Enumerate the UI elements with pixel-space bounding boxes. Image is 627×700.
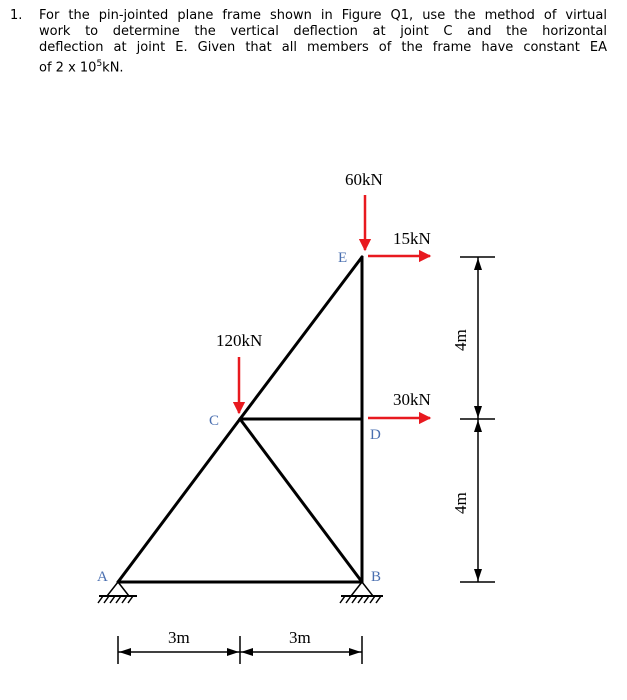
vertical-dimensions (460, 257, 495, 582)
dimension-span-left: 3m (168, 628, 190, 647)
load-label-15kN: 15kN (393, 229, 431, 248)
load-label-120kN: 120kN (216, 331, 263, 350)
dimension-height-lower: 4m (451, 492, 470, 514)
joint-label-C: C (209, 413, 220, 429)
member-AC (118, 419, 240, 582)
joint-label-D: D (370, 427, 381, 443)
dimension-span-right: 3m (289, 628, 311, 647)
question-number: 1. (10, 8, 23, 23)
pin-support-A (98, 582, 137, 603)
load-label-60kN: 60kN (345, 170, 383, 189)
question-line-2: work to determine the vertical deflection at joint C and the horizontal (39, 24, 607, 39)
member-CB (240, 419, 362, 582)
horizontal-dimensions (118, 636, 362, 664)
joint-label-B: B (371, 569, 382, 585)
joint-label-E: E (338, 250, 348, 266)
joint-label-A: A (97, 569, 108, 585)
question-line-1: For the pin-jointed plane frame shown in Figure Q1, use the method of virtual (39, 8, 607, 23)
question-line-3: deflection at joint E. Given that all members of the frame have constant EA (39, 40, 607, 55)
truss-members (118, 257, 362, 582)
pin-support-B (340, 582, 383, 603)
load-label-30kN: 30kN (393, 390, 431, 409)
ea-value-prefix: of 2 x 10 (39, 60, 97, 76)
ea-value-suffix: kN. (102, 60, 124, 76)
dimension-height-upper: 4m (451, 329, 470, 351)
ea-value-exponent: 5 (96, 59, 103, 69)
